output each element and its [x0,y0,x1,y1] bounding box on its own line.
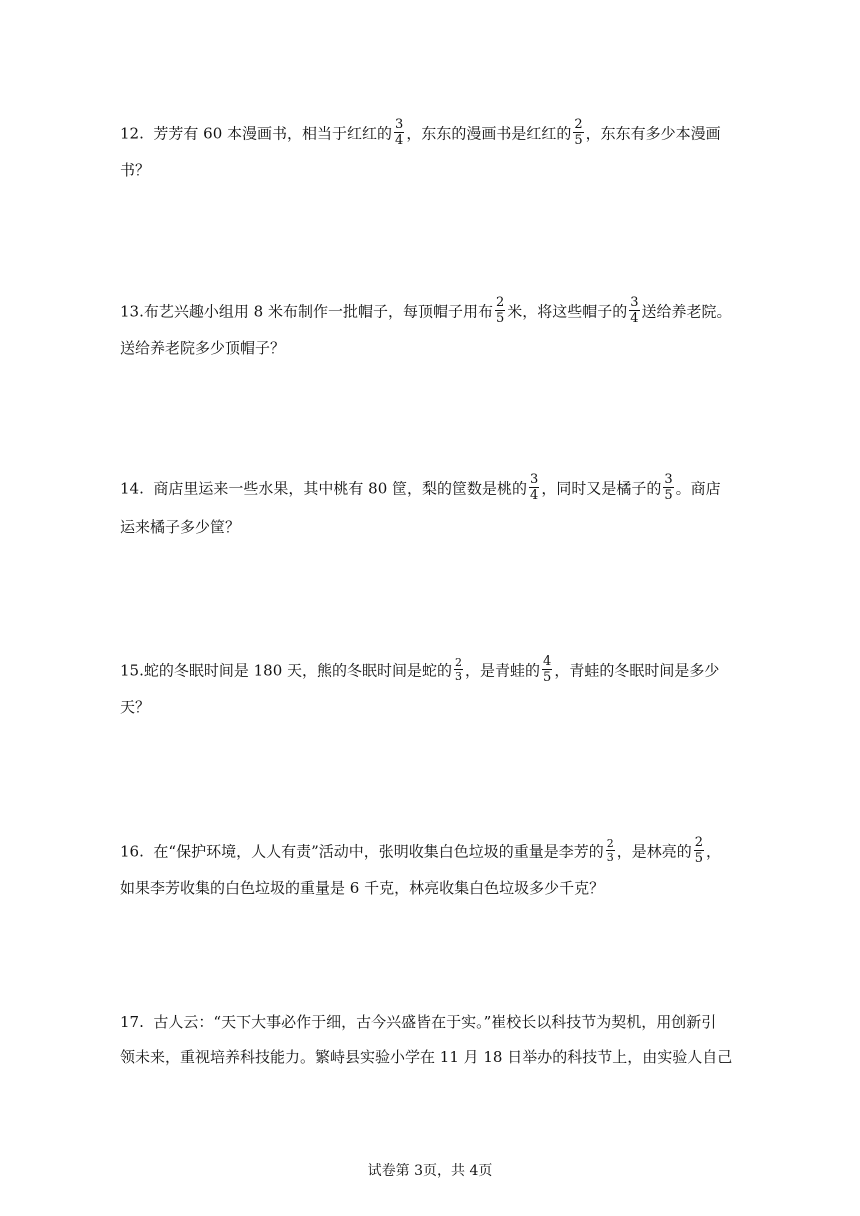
fraction: $\frac{3}{4}$ [530,472,539,503]
fraction: $\frac{2}{5}$ [574,117,583,148]
question-15-line2: 天？ [120,698,151,716]
fraction: $\frac{2}{3}$ [606,837,614,864]
question-13-line1: 13.布艺兴趣小组用 8 米布制作一批帽子，每顶帽子用布 $\frac{2}{5}$ 米，将这些帽子的 $\frac{3}{4}$ 送给养老院。 [120,295,732,326]
question-16-line2: 如果李芳收集的白色垃圾的重量是 6 千克，林亮收集白色垃圾多少千克？ [120,879,605,897]
question-12-line2: 书？ [120,161,151,179]
question-16-line1: 16. 在“保护环境，人人有责”活动中，张明收集白色垃圾的重量是李芳的 $\frac{2}{3}$ ，是林亮的 $\frac{2}{5}$ ， [120,835,722,866]
question-17-line1: 17. 古人云：“天下大事必作于细，古今兴盛皆在于实。”崔校长以科技节为契机，用创新引 [120,1013,717,1031]
question-12-line1: 12. 芳芳有 60 本漫画书，相当于红红的 $\frac{3}{4}$ ，东东的漫画书是红红的 $\frac{2}{5}$ ，东东有多少本漫画 [120,117,721,148]
fraction: $\frac{3}{5}$ [664,472,673,503]
question-number: 14. [120,479,144,498]
question-number: 13. [120,302,144,321]
question-15-line1: 15.蛇的冬眠时间是 180 天，熊的冬眠时间是蛇的 $\frac{2}{3}$ ，是青蛙的 $\frac{4}{5}$ ，青蛙的冬眠时间是多少 [120,654,720,685]
fraction: $\frac{2}{5}$ [694,835,704,866]
question-number: 15. [120,661,144,680]
question-13-line2: 送给养老院多少顶帽子？ [120,339,286,357]
question-number: 17. [120,1013,144,1031]
question-number: 16. [120,842,144,861]
fraction: $\frac{3}{4}$ [395,117,404,148]
fraction: $\frac{3}{4}$ [630,295,639,326]
question-17-line2: 领未来，重视培养科技能力。繁峙县实验小学在 11 月 18 日举办的科技节上，由实验人自己 [120,1048,733,1066]
question-number: 12. [120,124,144,143]
question-14-line1: 14. 商店里运来一些水果，其中桃有 80 筐，梨的筐数是桃的 $\frac{3}{4}$ ，同时又是橘子的 $\frac{3}{5}$ 。商店 [120,472,721,503]
fraction: $\frac{2}{5}$ [495,295,505,326]
page-footer: 试卷第 3页，共 4页 [367,1163,493,1179]
fraction: $\frac{4}{5}$ [543,654,552,685]
fraction: $\frac{2}{3}$ [455,656,463,683]
question-14-line2: 运来橘子多少筐？ [120,518,241,536]
